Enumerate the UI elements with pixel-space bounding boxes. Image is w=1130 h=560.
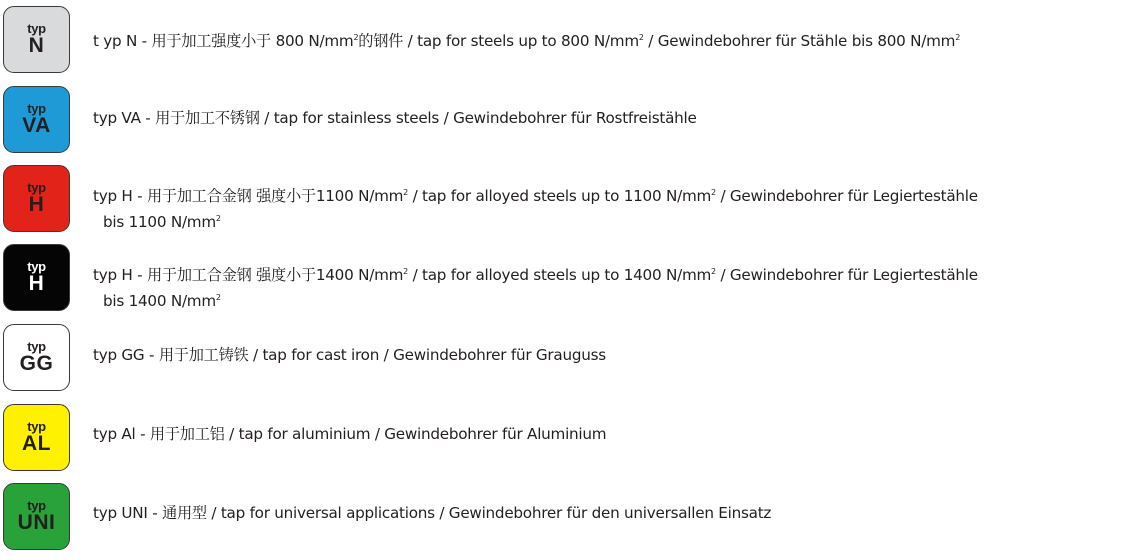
superscript: 2 [353,33,359,42]
description-typ-va [93,105,1126,131]
badge-prefix: typ [27,101,46,116]
badge-typ-h-red [3,165,70,232]
description-text: 的钢件 / tap for steels up to 800 N/mm [358,32,639,50]
badge-prefix: typ [27,21,46,36]
description-continuation [93,209,1126,235]
description-text: / Gewindebohrer für Legiertestähle [715,266,978,284]
description-typ-uni [93,500,1126,526]
badge-prefix: typ [27,498,46,513]
description-typ-h-1100 [93,183,1126,235]
description-text: / tap for alloyed steels up to 1400 N/mm [408,266,712,284]
description-text: / Gewindebohrer für Stähle bis 800 N/mm [643,32,956,50]
badge-code: N [28,34,45,57]
superscript: 2 [638,33,644,42]
badge-code: H [28,272,45,295]
superscript: 2 [711,188,716,197]
description-text: typ VA - 用于加工不锈钢 / tap for stainless steels / Gewindebohrer für Rostfreistähle [93,109,697,127]
description-text: t yp N - 用于加工强度小于 800 N/mm [93,32,354,50]
badge-code: H [28,193,45,216]
description-typ-h-1400 [93,262,1126,314]
description-text: typ UNI - 通用型 / tap for universal applications / Gewindebohrer für den universallen Einsatz [93,504,772,522]
badge-typ-n [3,6,70,73]
description-typ-n [93,28,1126,54]
description-continuation [93,288,1126,314]
superscript: 2 [215,293,221,302]
badge-prefix: typ [27,419,46,434]
superscript: 2 [955,33,961,42]
description-text: typ Al - 用于加工铝 / tap for aluminium / Gewindebohrer für Aluminium [93,425,607,443]
description-typ-al [93,421,1126,447]
badge-code: UNI [17,511,56,534]
superscript: 2 [215,214,221,223]
badge-code: VA [22,114,51,137]
badge-prefix: typ [27,339,46,354]
badge-prefix: typ [27,259,46,274]
description-typ-gg [93,342,1126,368]
superscript: 2 [403,267,408,276]
description-text: / tap for alloyed steels up to 1100 N/mm [408,187,712,205]
description-text: typ H - 用于加工合金钢 强度小于1100 N/mm [93,187,404,205]
description-text: typ GG - 用于加工铸铁 / tap for cast iron / Gewindebohrer für Grauguss [93,346,606,364]
superscript: 2 [403,188,408,197]
badge-typ-al [3,404,70,471]
badge-code: AL [22,432,51,455]
superscript: 2 [711,267,716,276]
badge-typ-gg [3,324,70,391]
description-text: bis 1400 N/mm [103,292,216,310]
badge-typ-uni [3,483,70,550]
badge-code: GG [19,352,54,375]
description-text: typ H - 用于加工合金钢 强度小于1400 N/mm [93,266,404,284]
description-text: bis 1100 N/mm [103,213,216,231]
badge-prefix: typ [27,180,46,195]
badge-typ-va [3,86,70,153]
badge-typ-h-black [3,244,70,311]
description-text: / Gewindebohrer für Legiertestähle [715,187,978,205]
